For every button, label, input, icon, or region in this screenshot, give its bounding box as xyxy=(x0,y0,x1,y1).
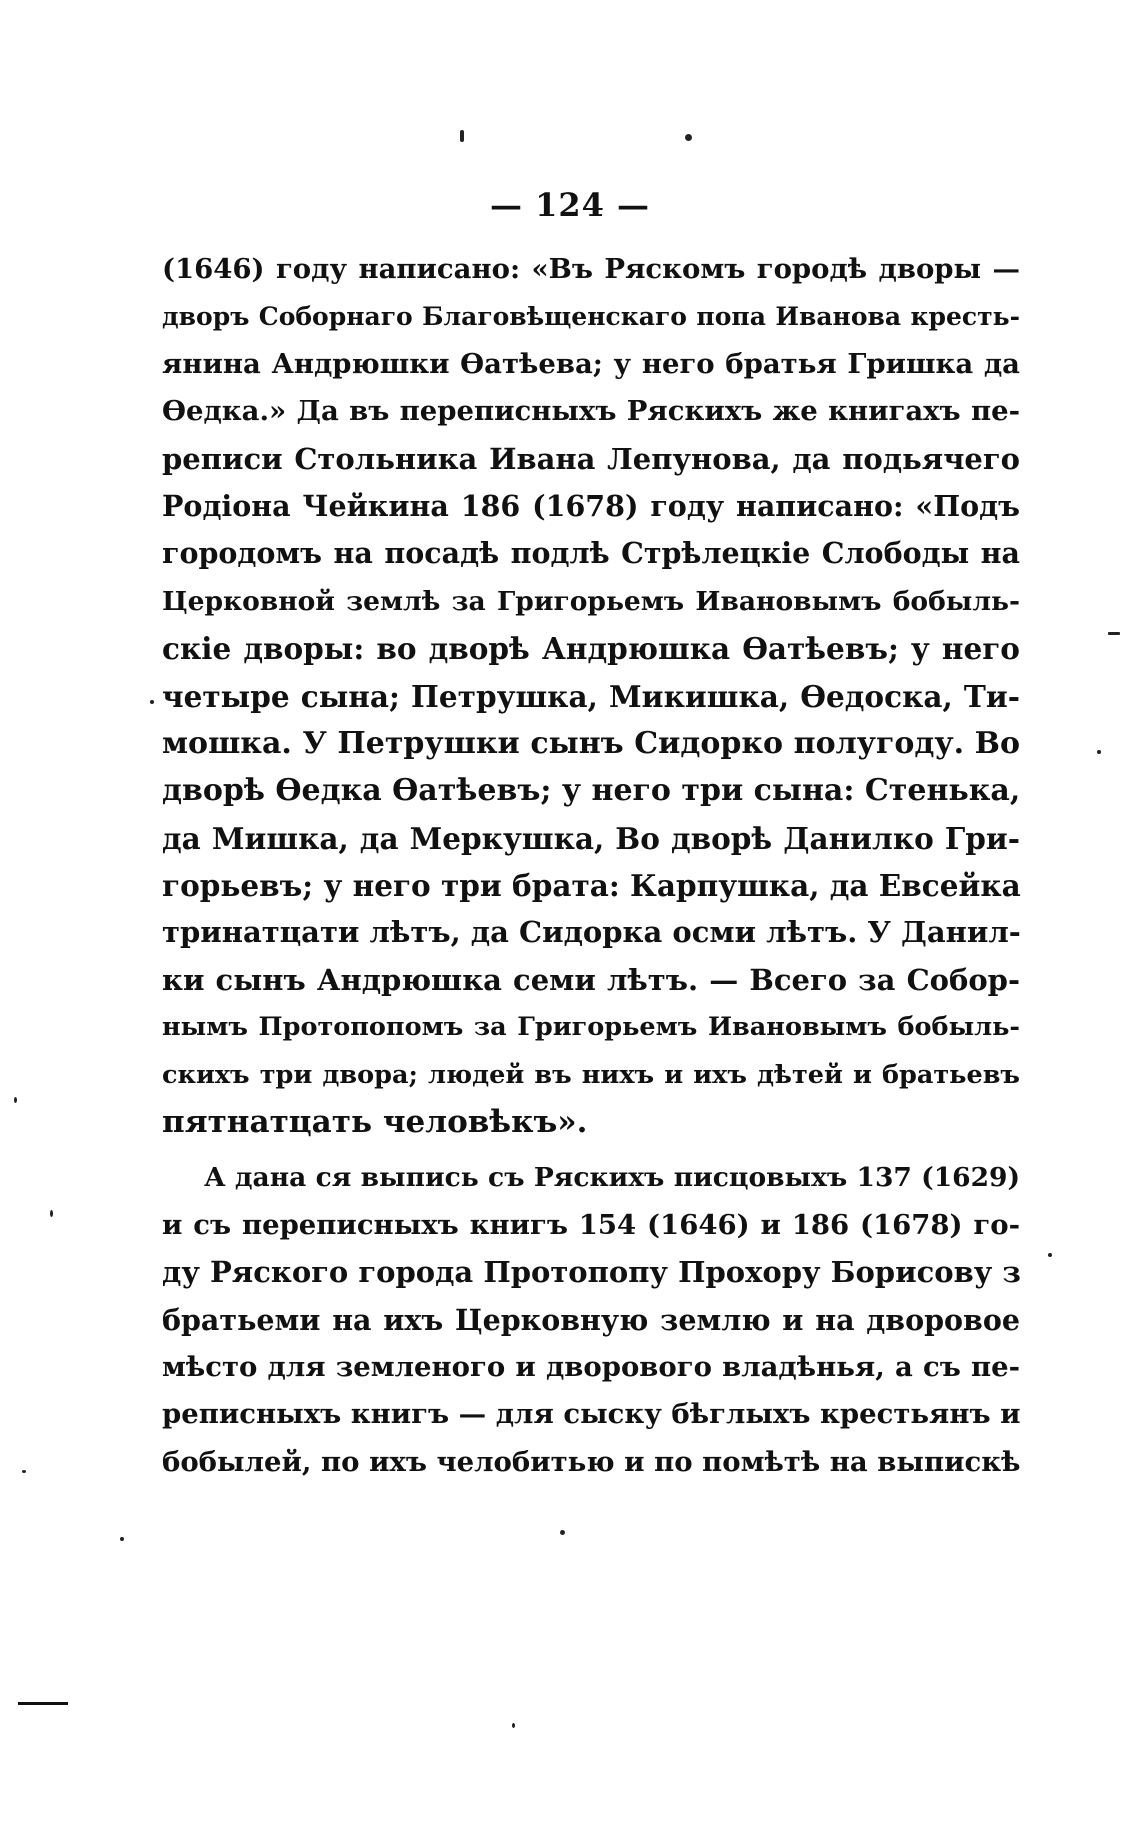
text-line: пятнатцать человѣкъ». xyxy=(162,1104,588,1141)
text-line: А дана ся выпись съ Ряскихъ писцовыхъ 137 (1629) xyxy=(204,1162,1020,1194)
text-line: дворъ Соборнаго Благовѣщенскаго попа Иванова кресть- xyxy=(162,302,1020,332)
ink-speck xyxy=(1097,750,1101,754)
ink-speck xyxy=(150,700,154,704)
text-line: нымъ Протопопомъ за Григорьемъ Ивановымъ бобыль- xyxy=(162,1012,1020,1043)
page-number: — 124 — xyxy=(489,186,651,224)
text-line: братьеми на ихъ Церковную землю и на дворовое xyxy=(162,1302,1020,1337)
text-line: Церковной землѣ за Григорьемъ Ивановымъ бобыль- xyxy=(162,585,1020,617)
ink-speck xyxy=(120,1537,124,1541)
text-line: бобылей, по ихъ челобитью и по помѣтѣ на выпискѣ xyxy=(162,1445,1021,1478)
ink-speck xyxy=(22,1470,26,1473)
text-line: скихъ три двора; людей въ нихъ и ихъ дѣтей и братьевъ xyxy=(162,1059,1020,1090)
text-line: ки сынъ Андрюшка семи лѣтъ. — Всего за Собор- xyxy=(162,962,1020,997)
text-line: да Мишка, да Меркушка, Во дворѣ Данилко Гри- xyxy=(162,820,1020,856)
text-line: Родіона Чейкина 186 (1678) году написано: «Подъ xyxy=(162,488,1020,523)
ink-speck xyxy=(560,1530,565,1535)
text-line: мошка. У Петрушки сынъ Сидорко полугоду. Во xyxy=(162,725,1020,761)
ink-speck xyxy=(50,1210,53,1217)
ink-speck xyxy=(460,130,464,142)
margin-dash-mark xyxy=(18,1702,68,1705)
text-line: горьевъ; у него три брата: Карпушка, да Евсейка xyxy=(162,868,1021,904)
ink-speck xyxy=(1108,632,1120,635)
text-line: реписи Стольника Ивана Лепунова, да подьячего xyxy=(162,441,1020,476)
text-line: реписныхъ книгъ — для сыску бѣглыхъ крестьянъ и xyxy=(162,1398,1021,1431)
text-line: тринатцати лѣтъ, да Сидорка осми лѣтъ. У Данил- xyxy=(162,915,1021,950)
text-line: и съ переписныхъ книгъ 154 (1646) и 186 (1678) го- xyxy=(162,1208,1020,1241)
text-line: мѣсто для земленого и дворового владѣнья, а съ пе- xyxy=(162,1350,1020,1383)
text-line: городомъ на посадѣ подлѣ Стрѣлецкіе Слободы на xyxy=(162,536,1020,571)
ink-speck xyxy=(1048,1253,1052,1257)
ink-speck xyxy=(14,1097,17,1103)
text-line: дворѣ Өедка Өатѣевъ; у него три сына: Стенька, xyxy=(162,773,1021,809)
body-text xyxy=(162,246,1020,1486)
text-line: Өедка.» Да въ переписныхъ Ряскихъ же книгахъ пе- xyxy=(162,395,1020,428)
text-line: скіе дворы: во дворѣ Андрюшка Өатѣевъ; у него xyxy=(162,631,1020,667)
text-line: янина Андрюшки Өатѣева; у него братья Гришка да xyxy=(162,347,1020,380)
ink-speck xyxy=(512,1723,515,1728)
text-line: четыре сына; Петрушка, Микишка, Өедоска, Ти- xyxy=(162,678,1020,714)
text-line: ду Ряского города Протопопу Прохору Борисову з xyxy=(162,1255,1021,1290)
text-line: (1646) году написано: «Въ Ряскомъ городѣ дворы — xyxy=(162,253,1020,285)
ink-speck xyxy=(685,134,692,141)
